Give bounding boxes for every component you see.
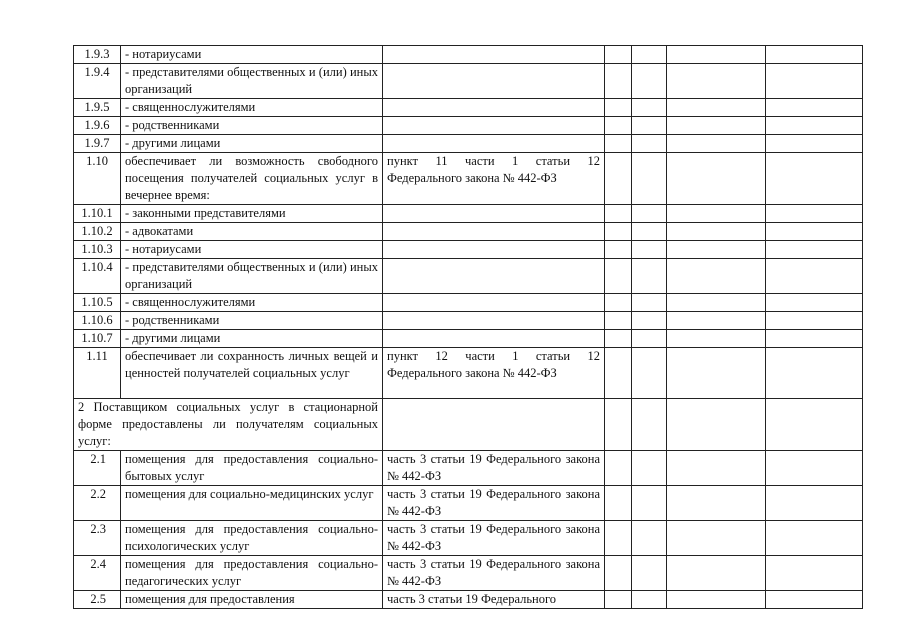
row-legal-reference [383, 205, 605, 223]
row-text: - родственниками [121, 312, 383, 330]
row-number: 1.10.6 [74, 312, 121, 330]
empty-cell [667, 556, 766, 591]
empty-cell [667, 64, 766, 99]
empty-cell [667, 117, 766, 135]
row-legal-reference [383, 99, 605, 117]
empty-cell [766, 312, 863, 330]
empty-cell [632, 451, 667, 486]
empty-cell [605, 99, 632, 117]
empty-cell [632, 46, 667, 64]
row-number: 1.10.7 [74, 330, 121, 348]
empty-cell [605, 259, 632, 294]
empty-cell [766, 46, 863, 64]
row-text: - законными представителями [121, 205, 383, 223]
empty-cell [632, 64, 667, 99]
row-legal-reference: пункт 12 части 1 статьи 12 Федерального закона № 442-ФЗ [383, 348, 605, 399]
empty-cell [766, 135, 863, 153]
table-row [74, 135, 863, 153]
empty-cell [667, 205, 766, 223]
empty-cell [667, 591, 766, 609]
row-text: помещения для предоставления социально-бытовых услуг [121, 451, 383, 486]
row-number: 2.3 [74, 521, 121, 556]
table-row [74, 153, 863, 205]
empty-cell [766, 205, 863, 223]
row-legal-reference: часть 3 статьи 19 Федерального закона № 442-ФЗ [383, 556, 605, 591]
empty-cell [605, 556, 632, 591]
checklist-table [73, 45, 863, 609]
row-number: 2.5 [74, 591, 121, 609]
table-body [74, 46, 863, 609]
table-row [74, 486, 863, 521]
empty-cell [632, 521, 667, 556]
empty-cell [766, 117, 863, 135]
empty-cell [667, 259, 766, 294]
row-text: обеспечивает ли возможность свободного посещения получателей социальных услуг в вечернее время: [121, 153, 383, 205]
row-number: 1.10.4 [74, 259, 121, 294]
empty-cell [605, 486, 632, 521]
empty-cell [766, 521, 863, 556]
table-row [74, 223, 863, 241]
row-legal-reference [383, 135, 605, 153]
empty-cell [766, 64, 863, 99]
row-number: 1.10.2 [74, 223, 121, 241]
row-legal-reference [383, 330, 605, 348]
empty-cell [632, 259, 667, 294]
table-row [74, 521, 863, 556]
row-text: - родственниками [121, 117, 383, 135]
empty-cell [667, 399, 766, 451]
section-header-row [74, 399, 863, 451]
row-legal-reference: часть 3 статьи 19 Федерального закона № 442-ФЗ [383, 451, 605, 486]
empty-cell [605, 135, 632, 153]
empty-cell [766, 486, 863, 521]
empty-cell [605, 223, 632, 241]
empty-cell [605, 241, 632, 259]
table-row [74, 294, 863, 312]
table-row [74, 556, 863, 591]
empty-cell [605, 205, 632, 223]
empty-cell [605, 399, 632, 451]
empty-cell [667, 153, 766, 205]
table-row [74, 99, 863, 117]
row-number: 2.2 [74, 486, 121, 521]
row-text: помещения для предоставления социально-педагогических услуг [121, 556, 383, 591]
empty-cell [632, 591, 667, 609]
empty-cell [632, 223, 667, 241]
empty-cell [766, 330, 863, 348]
table-row [74, 312, 863, 330]
table-row [74, 259, 863, 294]
empty-cell [667, 451, 766, 486]
row-legal-reference [383, 259, 605, 294]
row-text: - другими лицами [121, 330, 383, 348]
row-number: 1.9.5 [74, 99, 121, 117]
empty-cell [632, 135, 667, 153]
row-text: - адвокатами [121, 223, 383, 241]
row-number: 2.4 [74, 556, 121, 591]
empty-cell [605, 153, 632, 205]
row-legal-reference [383, 64, 605, 99]
row-number: 1.9.4 [74, 64, 121, 99]
row-number: 1.10.3 [74, 241, 121, 259]
empty-cell [766, 259, 863, 294]
empty-cell [766, 223, 863, 241]
row-number: 1.10.1 [74, 205, 121, 223]
empty-cell [766, 399, 863, 451]
empty-cell [632, 399, 667, 451]
row-text: помещения для предоставления [121, 591, 383, 609]
empty-cell [766, 451, 863, 486]
empty-cell [632, 312, 667, 330]
table-row [74, 64, 863, 99]
row-legal-reference: часть 3 статьи 19 Федерального закона № 442-ФЗ [383, 486, 605, 521]
row-legal-reference: часть 3 статьи 19 Федерального закона № 442-ФЗ [383, 521, 605, 556]
row-legal-reference [383, 117, 605, 135]
row-legal-reference [383, 223, 605, 241]
empty-cell [766, 294, 863, 312]
empty-cell [632, 348, 667, 399]
row-legal-reference [383, 312, 605, 330]
row-text: - нотариусами [121, 241, 383, 259]
row-legal-reference [383, 399, 605, 451]
row-number: 1.11 [74, 348, 121, 399]
empty-cell [605, 117, 632, 135]
table-row [74, 117, 863, 135]
empty-cell [667, 312, 766, 330]
empty-cell [667, 46, 766, 64]
row-number: 1.9.6 [74, 117, 121, 135]
empty-cell [667, 294, 766, 312]
empty-cell [632, 486, 667, 521]
row-legal-reference: часть 3 статьи 19 Федерального [383, 591, 605, 609]
row-legal-reference [383, 46, 605, 64]
empty-cell [667, 223, 766, 241]
empty-cell [667, 486, 766, 521]
row-text: - нотариусами [121, 46, 383, 64]
empty-cell [632, 241, 667, 259]
empty-cell [605, 348, 632, 399]
row-number: 1.10 [74, 153, 121, 205]
empty-cell [667, 99, 766, 117]
empty-cell [605, 591, 632, 609]
row-text: помещения для социально-медицинских услуг [121, 486, 383, 521]
row-number: 1.9.7 [74, 135, 121, 153]
row-legal-reference [383, 294, 605, 312]
table-row [74, 348, 863, 399]
table-row [74, 205, 863, 223]
empty-cell [632, 556, 667, 591]
empty-cell [766, 99, 863, 117]
empty-cell [632, 99, 667, 117]
row-text: обеспечивает ли сохранность личных вещей и ценностей получателей социальных услуг [121, 348, 383, 399]
empty-cell [667, 521, 766, 556]
table-row [74, 330, 863, 348]
row-text: помещения для предоставления социально-психологических услуг [121, 521, 383, 556]
row-number: 2.1 [74, 451, 121, 486]
table-row [74, 591, 863, 609]
empty-cell [605, 312, 632, 330]
row-legal-reference: пункт 11 части 1 статьи 12 Федерального закона № 442-ФЗ [383, 153, 605, 205]
row-text: - представителями общественных и (или) иных организаций [121, 64, 383, 99]
row-text: - представителями общественных и (или) иных организаций [121, 259, 383, 294]
empty-cell [605, 451, 632, 486]
table-row [74, 241, 863, 259]
empty-cell [632, 205, 667, 223]
empty-cell [605, 330, 632, 348]
empty-cell [667, 330, 766, 348]
empty-cell [605, 64, 632, 99]
empty-cell [766, 348, 863, 399]
row-text: - другими лицами [121, 135, 383, 153]
row-number: 1.9.3 [74, 46, 121, 64]
empty-cell [667, 241, 766, 259]
empty-cell [667, 135, 766, 153]
section-heading: 2 Поставщиком социальных услуг в стационарной форме предоставлены ли получателям социальных услуг: [74, 399, 383, 451]
empty-cell [766, 556, 863, 591]
empty-cell [605, 294, 632, 312]
row-text: - священнослужителями [121, 99, 383, 117]
row-text: - священнослужителями [121, 294, 383, 312]
empty-cell [632, 294, 667, 312]
empty-cell [605, 46, 632, 64]
empty-cell [766, 241, 863, 259]
empty-cell [766, 153, 863, 205]
empty-cell [632, 153, 667, 205]
empty-cell [632, 330, 667, 348]
table-row [74, 451, 863, 486]
empty-cell [632, 117, 667, 135]
empty-cell [766, 591, 863, 609]
empty-cell [667, 348, 766, 399]
row-number: 1.10.5 [74, 294, 121, 312]
empty-cell [605, 521, 632, 556]
row-legal-reference [383, 241, 605, 259]
table-row [74, 46, 863, 64]
